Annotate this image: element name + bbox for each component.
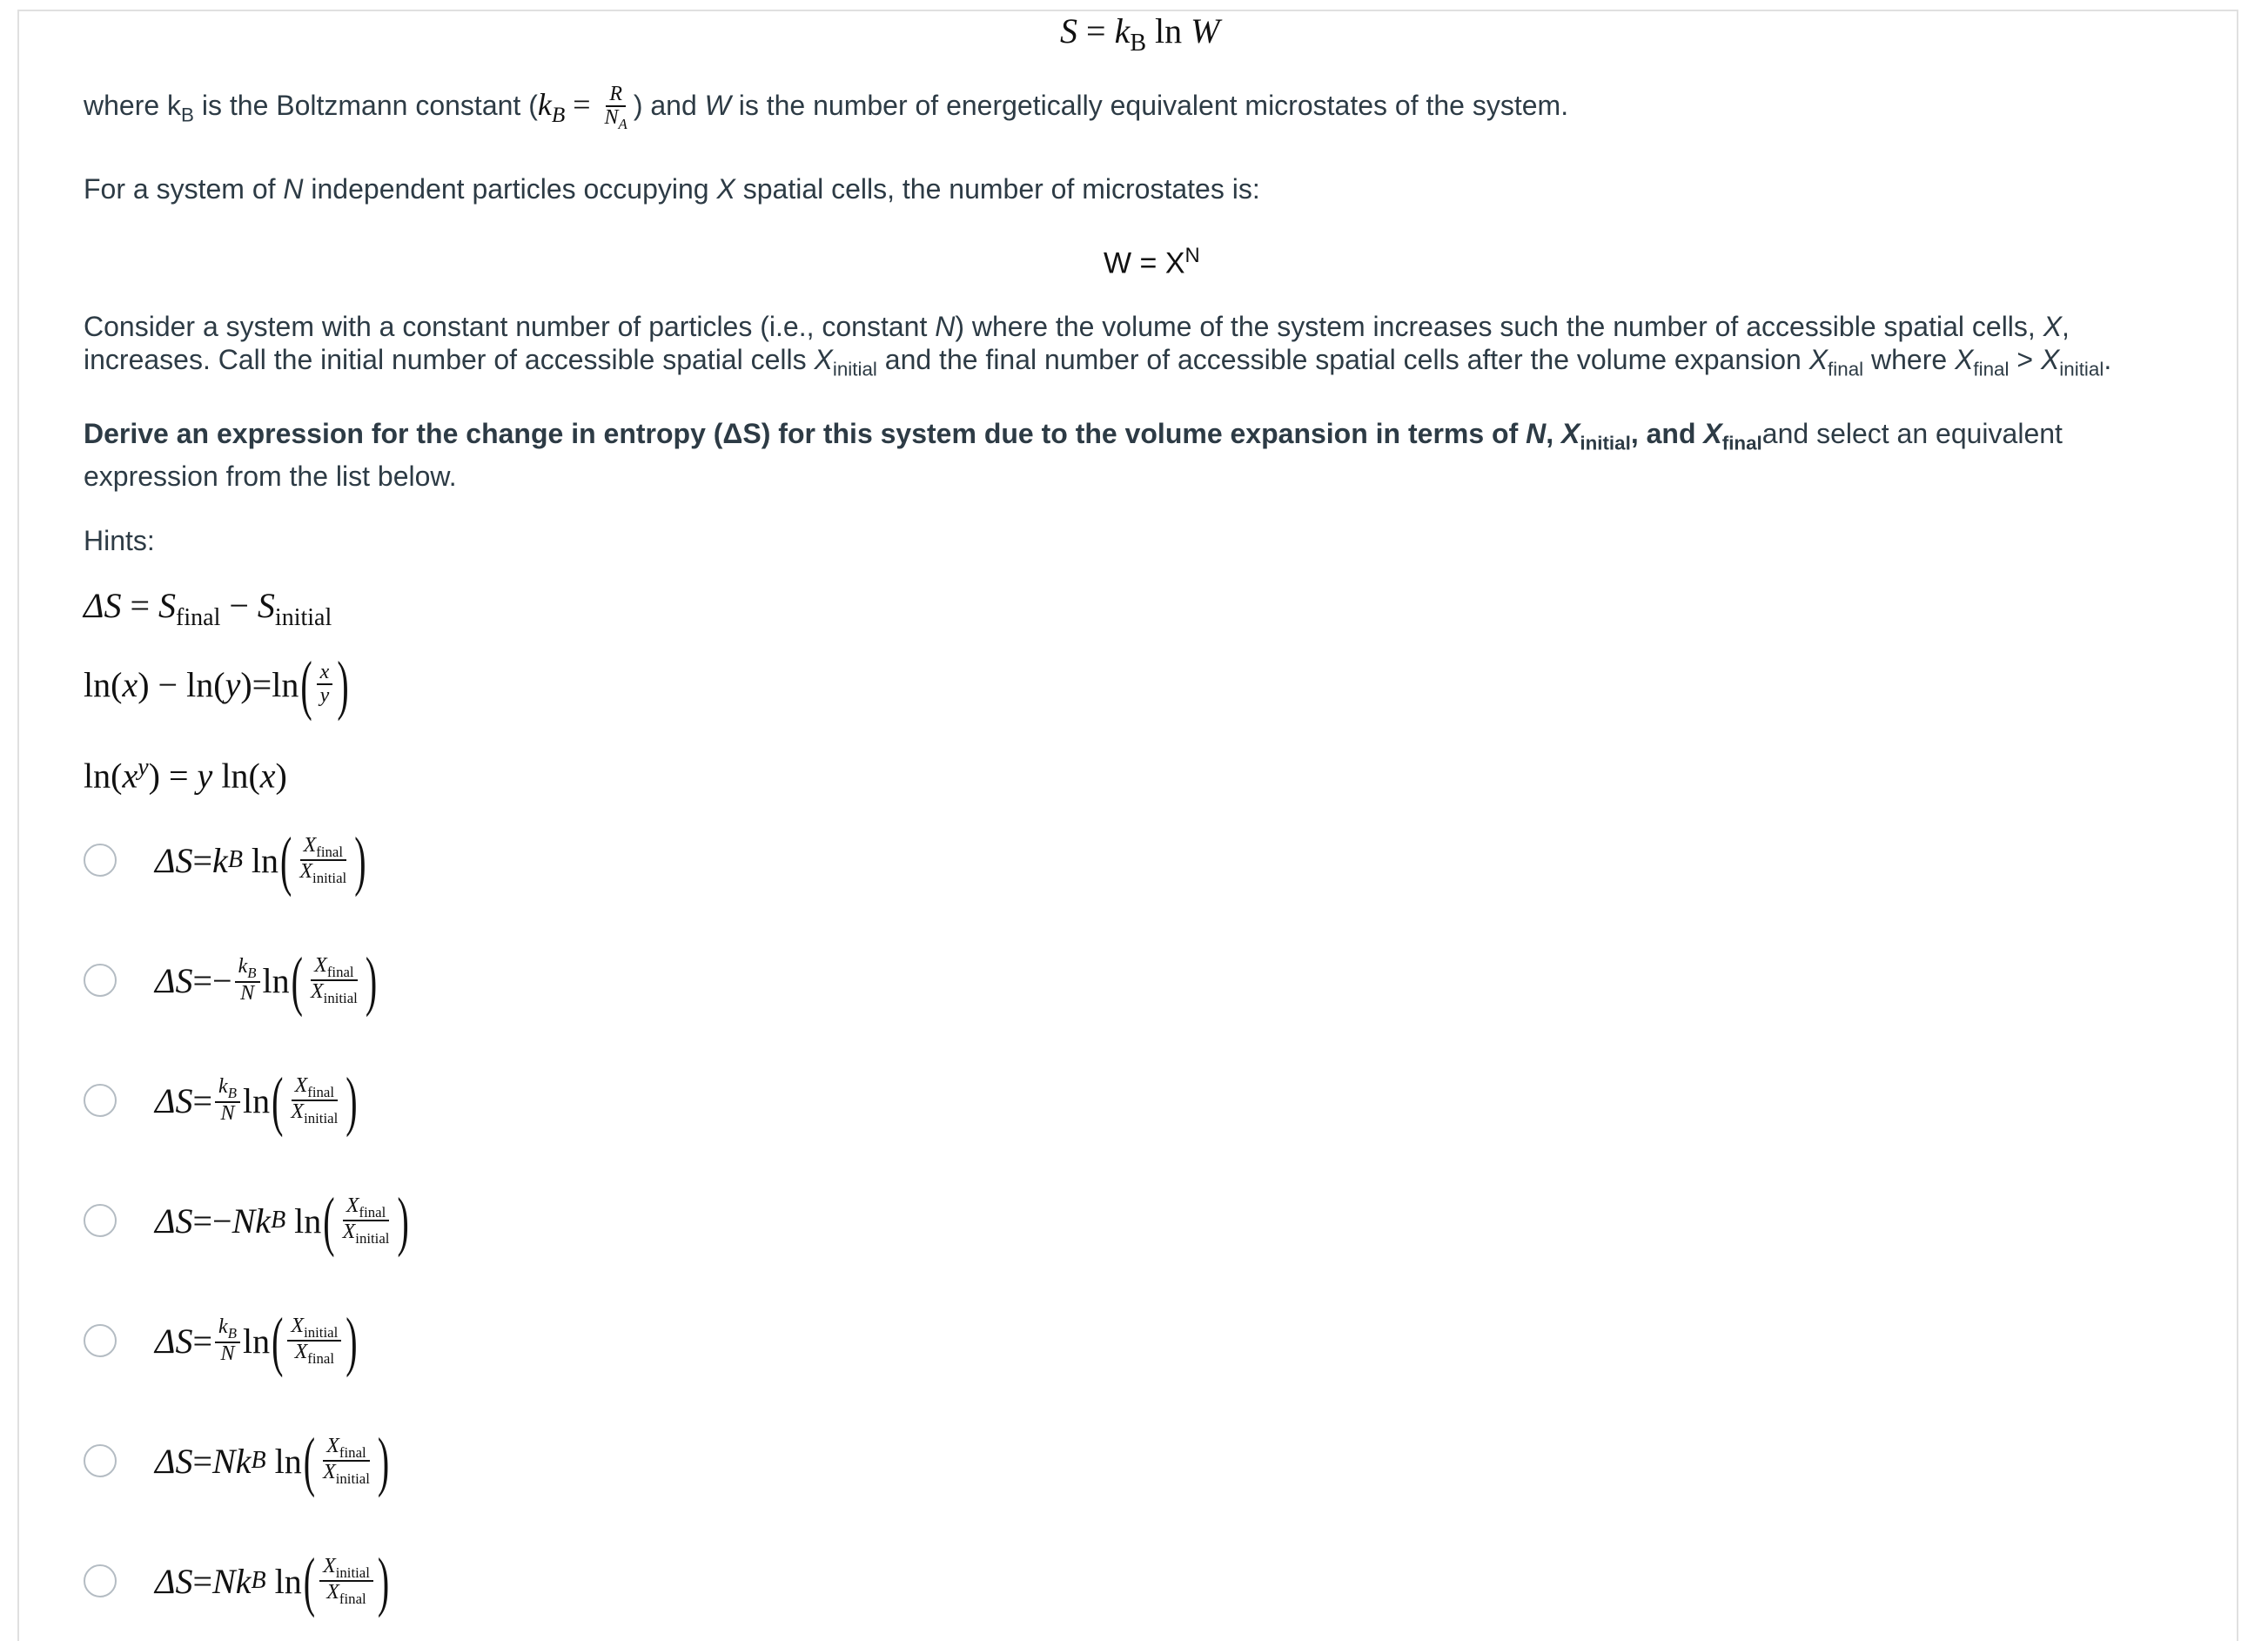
fraction-kb-over-n	[235, 956, 260, 1005]
var-x-initial-2: X	[2040, 344, 2060, 375]
fraction-kb-over-n	[215, 1076, 240, 1125]
var-w: W	[1191, 11, 1220, 50]
ln-fn-2: ln	[221, 756, 249, 796]
right-paren: )	[346, 1063, 358, 1138]
option-e-expression	[155, 1303, 359, 1378]
var-x-final-2: X	[1955, 344, 1974, 375]
ln-fn: ln	[1155, 11, 1183, 50]
sub-final: final	[307, 1083, 335, 1100]
sub-initial: initial	[832, 358, 877, 380]
answer-option-e[interactable]	[84, 1288, 359, 1393]
eq-sign: =	[192, 960, 213, 1000]
sub-b: B	[227, 846, 243, 873]
var-x-2: X	[323, 1461, 336, 1483]
left-paren: (	[303, 1543, 316, 1618]
numerator	[235, 956, 260, 982]
denominator	[323, 1582, 369, 1606]
eq-sign: =	[192, 1080, 213, 1120]
var-x-2: X	[299, 860, 313, 883]
ln-fn: ln	[251, 840, 279, 880]
eq-sign: =	[192, 1321, 213, 1361]
radio-option-b[interactable]	[84, 964, 117, 997]
radio-option-f[interactable]	[84, 1444, 117, 1477]
option-g-expression	[155, 1543, 391, 1618]
sub-initial: initial	[1580, 432, 1631, 454]
text-and: , and	[1630, 418, 1704, 449]
radio-option-d[interactable]	[84, 1204, 117, 1237]
delta-s: ΔS	[155, 1561, 193, 1601]
sub-initial: initial	[355, 1229, 390, 1247]
sub-b: B	[251, 1567, 266, 1594]
answer-option-f[interactable]	[84, 1409, 391, 1513]
sub-final: final	[176, 604, 221, 631]
var-x: X	[2043, 311, 2063, 342]
numerator	[215, 1316, 240, 1342]
var-x-initial: X	[1561, 418, 1580, 449]
var-k: k	[212, 840, 228, 880]
denominator	[319, 1462, 373, 1486]
var-x-2: x	[259, 756, 276, 796]
ln-fn: ln	[274, 1561, 302, 1601]
sub-final: final	[339, 1443, 366, 1461]
right-paren: )	[354, 823, 366, 898]
sub-b: B	[251, 1447, 266, 1474]
fraction-initial-over-final	[287, 1315, 341, 1367]
sub-initial: initial	[312, 869, 347, 886]
content-frame-left-border	[17, 10, 19, 1641]
delta-s: ΔS	[155, 960, 193, 1000]
left-paren: (	[280, 823, 292, 898]
delta-s: ΔS	[155, 1441, 193, 1481]
var-n: N	[935, 311, 956, 342]
microstates-equation	[1104, 244, 1200, 280]
radio-option-g[interactable]	[84, 1564, 117, 1597]
var-x: X	[346, 1194, 359, 1217]
sub-b: B	[247, 964, 257, 981]
answer-option-g[interactable]	[84, 1529, 391, 1633]
minus-sign: −	[158, 664, 178, 704]
right-paren: )	[397, 1183, 409, 1258]
denominator-n: N	[220, 1101, 235, 1125]
ln-fn-3: ln	[272, 664, 299, 704]
var-x-2: X	[291, 1100, 305, 1123]
eq-sign: =	[192, 840, 213, 880]
var-s: S	[158, 586, 177, 625]
var-x-initial: X	[814, 344, 833, 375]
answer-option-a[interactable]	[84, 808, 368, 912]
option-f-expression	[155, 1423, 391, 1498]
ln-fn: ln	[294, 1200, 322, 1241]
sub-b: B	[181, 104, 194, 126]
radio-option-a[interactable]	[84, 844, 117, 877]
var-n: N	[604, 106, 619, 130]
sub-final: final	[307, 1349, 335, 1367]
text-e: where	[1863, 344, 1956, 375]
eq-sign: =	[121, 586, 159, 625]
right-paren: )	[365, 943, 378, 1018]
left-paren: (	[272, 1063, 284, 1138]
eq-sign: =	[252, 664, 272, 704]
sub-b: B	[227, 1084, 237, 1101]
var-k: k	[218, 1315, 228, 1339]
sub-final: final	[1828, 358, 1864, 380]
sub-initial: initial	[304, 1323, 339, 1341]
ln-fn: ln	[242, 1080, 271, 1120]
var-x-2: X	[310, 980, 324, 1003]
text-where-k: where k	[84, 90, 182, 122]
sub-b: B	[271, 1207, 286, 1234]
sub-b: B	[227, 1324, 237, 1342]
minus-sign: −	[212, 1200, 232, 1241]
content-frame-right-border	[2237, 10, 2238, 1641]
denominator	[296, 861, 350, 885]
numerator	[319, 1556, 373, 1582]
denominator	[307, 981, 361, 1005]
numerator-x: x	[317, 662, 333, 685]
right-paren: )	[377, 1543, 390, 1618]
delta-s: ΔS	[155, 1321, 193, 1361]
denominator	[287, 1101, 341, 1126]
text-and: ) and	[633, 90, 705, 122]
denominator-n: N	[240, 981, 255, 1005]
var-x-2: X	[342, 1221, 356, 1243]
numerator-2	[287, 1315, 341, 1342]
var-x: X	[716, 173, 735, 205]
answer-option-c[interactable]	[84, 1048, 359, 1153]
numerator	[300, 835, 346, 861]
left-paren: (	[291, 943, 303, 1018]
fraction-initial-over-final	[319, 1556, 373, 1607]
text-microstates: is the number of energetically equivalent microstates of the system.	[730, 90, 1569, 122]
delta-s: ΔS	[155, 1200, 193, 1241]
entropy-equation	[1060, 10, 1219, 57]
boltzmann-constant-line	[84, 84, 1568, 132]
var-k: k	[537, 87, 552, 123]
numerator-2	[311, 955, 357, 981]
delta-s: ΔS	[155, 840, 193, 880]
microstates-intro-line	[84, 172, 1260, 205]
hints-label: Hints:	[84, 525, 155, 556]
option-d-expression	[155, 1183, 411, 1258]
var-x: X	[326, 1434, 339, 1457]
var-n: N	[212, 1441, 236, 1481]
left-paren: (	[323, 1183, 335, 1258]
text-c: , increases. Call the initial number of accessible spatial cells	[84, 311, 2070, 375]
eq-sign: =	[192, 1561, 213, 1601]
radio-option-e[interactable]	[84, 1324, 117, 1357]
option-b-expression	[155, 943, 379, 1018]
var-x: X	[323, 1554, 336, 1577]
option-a-expression	[155, 823, 368, 898]
answer-option-b[interactable]	[84, 928, 379, 1032]
sub-initial: initial	[335, 1564, 370, 1581]
var-x: X	[291, 1314, 305, 1337]
var-x: X	[314, 953, 327, 977]
sub-final-2: final	[1973, 358, 2010, 380]
fraction-kb-over-n	[215, 1316, 240, 1365]
var-s: S	[1060, 11, 1077, 50]
minus-sign: −	[229, 586, 249, 625]
ln-fn: ln	[274, 1441, 302, 1481]
eq-sign: =	[159, 756, 198, 796]
text-boltzmann: is the Boltzmann constant (	[193, 90, 538, 122]
left-paren: (	[303, 1423, 316, 1498]
denominator	[339, 1221, 393, 1246]
numerator-r: R	[606, 84, 626, 107]
sub-initial: initial	[304, 1109, 339, 1127]
var-x: x	[122, 664, 138, 704]
answer-option-d[interactable]	[84, 1168, 411, 1273]
text-a: Derive an expression for the change in entropy (	[84, 418, 723, 449]
sub-final: final	[339, 1590, 366, 1607]
right-paren: )	[337, 647, 349, 722]
consider-paragraph	[84, 310, 2190, 386]
numerator	[343, 1195, 389, 1221]
eq-w-lhs: W = X	[1104, 246, 1185, 280]
var-s-2: S	[257, 586, 275, 625]
var-y: y	[197, 756, 213, 796]
sub-b: B	[551, 104, 566, 128]
var-x: x	[122, 756, 138, 796]
text-b: independent particles occupying	[303, 173, 717, 205]
text-b: ) where the volume of the system increases such the number of accessible spatial cells,	[955, 311, 2043, 342]
denominator-y: y	[319, 684, 330, 708]
var-k: k	[235, 1561, 252, 1601]
var-n: N	[1526, 418, 1547, 449]
var-k: k	[1114, 11, 1131, 50]
hint-log-difference: ln ( x ) − ln ( y ) = ln ( $\frac{x}{y}$ )	[84, 647, 349, 722]
denominator	[292, 1342, 338, 1366]
text-b: ) for this system due to the volume expansion in terms of	[761, 418, 1527, 449]
text-comma: ,	[1546, 418, 1562, 449]
var-x-final: X	[1703, 418, 1722, 449]
var-x-2: X	[326, 1581, 339, 1604]
option-c-expression	[155, 1063, 359, 1138]
var-k: k	[255, 1200, 272, 1241]
sub-final: final	[326, 963, 354, 980]
var-k: k	[235, 1441, 252, 1481]
derive-instruction	[84, 417, 2190, 493]
var-w-text: W	[704, 90, 731, 122]
fraction-final-over-initial	[339, 1195, 393, 1247]
var-x-final: X	[1808, 344, 1828, 375]
var-x: X	[303, 833, 317, 857]
hint-log-power: $\ln(x^y) = y$ ln(x)	[84, 754, 287, 796]
var-k: k	[218, 1075, 228, 1099]
left-paren: (	[272, 1303, 284, 1378]
var-n: N	[283, 173, 304, 205]
text-gt: >	[2009, 344, 2041, 375]
left-paren: (	[300, 647, 312, 722]
ln-fn-2: ln	[186, 664, 214, 704]
ln-fn: ln	[84, 664, 111, 704]
fraction-final-over-initial	[296, 835, 350, 886]
eq-sign: =	[1077, 11, 1115, 50]
delta-s: ΔS	[155, 1080, 193, 1120]
sub-initial: initial	[323, 989, 358, 1006]
exp-n: N	[1184, 244, 1200, 267]
numerator	[323, 1436, 369, 1462]
sub-final: final	[316, 843, 343, 860]
fraction-r-over-na	[601, 84, 631, 132]
numerator-2	[292, 1075, 338, 1101]
text-a: For a system of	[84, 173, 284, 205]
minus-sign: −	[212, 960, 232, 1000]
var-n: N	[212, 1561, 236, 1601]
text-a: Consider a system with a constant number of particles (i.e., constant	[84, 311, 936, 342]
numerator	[215, 1076, 240, 1102]
ln-fn: ln	[242, 1321, 271, 1361]
sub-final: final	[359, 1203, 386, 1221]
text-d: and the final number of accessible spatial cells after the volume expansion	[876, 344, 1809, 375]
var-x-2: X	[294, 1341, 308, 1363]
sub-b: B	[1130, 30, 1147, 57]
right-paren: )	[377, 1423, 390, 1498]
fraction-final-over-initial	[319, 1436, 373, 1487]
eq-sign: =	[565, 87, 599, 123]
text-period: .	[2104, 344, 2112, 375]
eq-sign: =	[192, 1200, 213, 1241]
sub-final: final	[1721, 432, 1762, 454]
denominator-na	[601, 107, 631, 131]
sub-a: A	[618, 115, 627, 132]
ln-fn: ln	[84, 756, 111, 796]
var-x: X	[294, 1073, 308, 1097]
radio-option-c[interactable]	[84, 1084, 117, 1117]
sub-initial: initial	[274, 604, 332, 631]
text-select: and select an equivalent expression from the list below.	[84, 418, 2063, 493]
sub-initial: initial	[335, 1470, 370, 1487]
hint-delta-s	[84, 585, 332, 632]
delta-s: ΔS	[722, 418, 762, 449]
var-n: N	[231, 1200, 256, 1241]
fraction-x-over-y	[317, 662, 333, 707]
denominator-n: N	[220, 1342, 235, 1365]
fraction-final-over-initial	[307, 955, 361, 1006]
eq-sign: =	[192, 1441, 213, 1481]
delta-s: ΔS	[84, 586, 122, 625]
right-paren: )	[346, 1303, 358, 1378]
var-y: y	[225, 664, 241, 704]
kb-definition-math	[537, 83, 634, 132]
var-k: k	[238, 955, 248, 979]
sub-initial-2: initial	[2059, 358, 2104, 380]
ln-fn: ln	[262, 960, 290, 1000]
fraction-final-over-initial	[287, 1075, 341, 1127]
exp-y: y	[138, 754, 149, 781]
text-c: spatial cells, the number of microstates is:	[735, 173, 1260, 205]
